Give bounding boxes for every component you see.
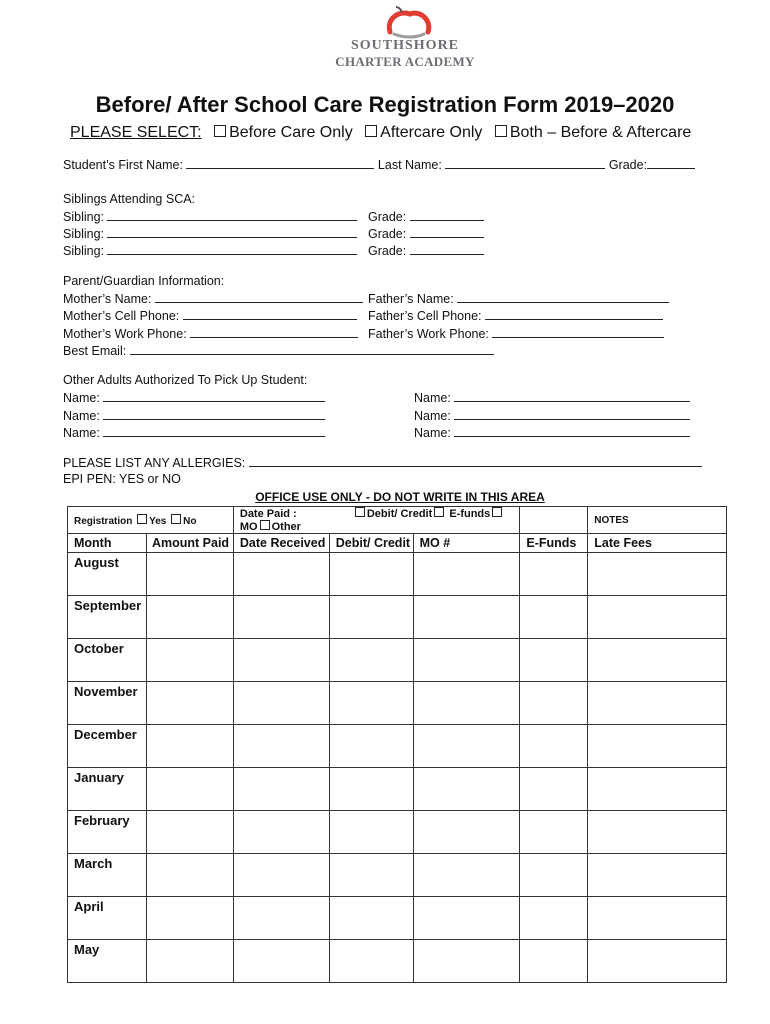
mo-cell[interactable] xyxy=(413,682,520,725)
office-use-title-text: OFFICE USE ONLY - DO NOT WRITE IN THIS AREA xyxy=(255,490,545,504)
fathers-work-field[interactable] xyxy=(492,326,664,338)
debit-cell[interactable] xyxy=(329,768,413,811)
adult-name-row xyxy=(414,408,690,423)
efunds-checkbox[interactable] xyxy=(434,507,444,517)
mothers-work-row xyxy=(63,326,358,341)
adult-name-row xyxy=(414,390,690,405)
table-row xyxy=(68,596,727,639)
table-row xyxy=(68,940,727,983)
registration-cell xyxy=(68,507,234,534)
debit-credit-checkbox[interactable] xyxy=(355,507,365,517)
month-cell: September xyxy=(68,596,147,639)
mo-cell[interactable] xyxy=(413,811,520,854)
late-fee-cell[interactable] xyxy=(588,682,727,725)
table-row xyxy=(68,811,727,854)
month-cell: January xyxy=(68,768,147,811)
amount-cell[interactable] xyxy=(146,553,233,596)
before-care-label: Before Care Only xyxy=(229,124,353,141)
header-month: Month xyxy=(68,534,147,553)
fathers-name-label: Father’s Name: xyxy=(368,292,454,306)
adult-name-field[interactable] xyxy=(454,408,690,420)
before-care-checkbox[interactable] xyxy=(214,125,226,137)
mo-checkbox[interactable] xyxy=(492,507,502,517)
sibling-grade-field[interactable] xyxy=(410,209,484,221)
date-cell[interactable] xyxy=(233,553,329,596)
sibling-grade-label: Grade: xyxy=(368,244,407,258)
header-efunds: E-Funds xyxy=(520,534,588,553)
efunds-cell[interactable] xyxy=(520,596,588,639)
date-cell[interactable] xyxy=(233,596,329,639)
adult-name-field[interactable] xyxy=(103,425,325,437)
table-row xyxy=(68,725,727,768)
late-fee-cell[interactable] xyxy=(588,768,727,811)
header-date-received: Date Received xyxy=(233,534,329,553)
debit-cell[interactable] xyxy=(329,682,413,725)
other-adults-heading: Other Adults Authorized To Pick Up Student: xyxy=(63,373,308,387)
mo-cell[interactable] xyxy=(413,768,520,811)
logo-line1: SOUTHSHORE xyxy=(350,38,460,53)
fathers-name-row xyxy=(368,291,669,306)
fathers-cell-field[interactable] xyxy=(485,308,663,320)
mothers-cell-field[interactable] xyxy=(183,308,357,320)
sibling-field[interactable] xyxy=(107,243,357,255)
allergies-row xyxy=(63,455,702,470)
adult-name-field[interactable] xyxy=(103,390,325,402)
allergies-field[interactable] xyxy=(249,455,702,467)
mothers-cell-row xyxy=(63,308,357,323)
fathers-cell-label: Father’s Cell Phone: xyxy=(368,309,482,323)
amount-cell[interactable] xyxy=(146,811,233,854)
header-amount-paid: Amount Paid xyxy=(146,534,233,553)
efunds-cell[interactable] xyxy=(520,811,588,854)
adult-name-row xyxy=(63,390,325,405)
first-name-label: Student’s First Name: xyxy=(63,158,183,172)
date-cell[interactable] xyxy=(233,854,329,897)
debit-credit-label: Debit/ Credit xyxy=(366,508,433,520)
late-fee-cell[interactable] xyxy=(588,854,727,897)
fathers-cell-row xyxy=(368,308,663,323)
debit-cell[interactable] xyxy=(329,854,413,897)
sibling-label: Sibling: xyxy=(63,227,104,241)
adult-name-row xyxy=(63,408,325,423)
sibling-label: Sibling: xyxy=(63,210,104,224)
month-cell: March xyxy=(68,854,147,897)
efunds-cell[interactable] xyxy=(520,725,588,768)
sibling-row xyxy=(63,243,357,258)
please-select-label: PLEASE SELECT: xyxy=(70,124,202,141)
aftercare-label: Aftercare Only xyxy=(380,124,483,141)
page-title: Before/ After School Care Registration Form 2019–2020 xyxy=(95,92,675,117)
amount-cell[interactable] xyxy=(146,940,233,983)
amount-cell[interactable] xyxy=(146,639,233,682)
logo-line2: CHARTER ACADEMY xyxy=(335,54,475,69)
month-cell: November xyxy=(68,682,147,725)
mothers-work-field[interactable] xyxy=(190,326,358,338)
yes-label: Yes xyxy=(149,515,167,527)
mothers-name-label: Mother’s Name: xyxy=(63,292,152,306)
efunds-cell[interactable] xyxy=(520,682,588,725)
mo-cell[interactable] xyxy=(413,596,520,639)
date-cell[interactable] xyxy=(233,682,329,725)
office-use-title xyxy=(0,490,770,504)
sibling-label: Sibling: xyxy=(63,244,104,258)
month-cell: May xyxy=(68,940,147,983)
debit-cell[interactable] xyxy=(329,725,413,768)
last-name-field[interactable] xyxy=(445,157,605,169)
efunds-cell[interactable] xyxy=(520,940,588,983)
adult-name-row xyxy=(414,425,690,440)
date-cell[interactable] xyxy=(233,940,329,983)
header-late-fees: Late Fees xyxy=(588,534,727,553)
month-cell: October xyxy=(68,639,147,682)
adult-name-field[interactable] xyxy=(454,425,690,437)
efunds-cell[interactable] xyxy=(520,897,588,940)
adult-name-label: Name: xyxy=(414,391,451,405)
efunds-cell[interactable] xyxy=(520,553,588,596)
late-fee-cell[interactable] xyxy=(588,596,727,639)
sibling-grade-row xyxy=(368,209,484,224)
mo-cell[interactable] xyxy=(413,854,520,897)
sibling-row xyxy=(63,226,357,241)
mo-cell[interactable] xyxy=(413,897,520,940)
late-fee-cell[interactable] xyxy=(588,897,727,940)
late-fee-cell[interactable] xyxy=(588,725,727,768)
table-row xyxy=(68,639,727,682)
best-email-row xyxy=(63,343,494,358)
fathers-work-label: Father’s Work Phone: xyxy=(368,327,489,341)
sibling-row xyxy=(63,209,357,224)
grade-label: Grade: xyxy=(608,158,648,172)
adult-name-label: Name: xyxy=(414,426,451,440)
best-email-field[interactable] xyxy=(130,343,494,355)
adult-name-row xyxy=(63,425,325,440)
first-name-field[interactable] xyxy=(186,157,374,169)
school-logo xyxy=(320,6,490,74)
registration-row xyxy=(68,507,727,534)
efunds-cell[interactable] xyxy=(520,768,588,811)
date-cell[interactable] xyxy=(233,639,329,682)
date-cell[interactable] xyxy=(233,811,329,854)
debit-cell[interactable] xyxy=(329,639,413,682)
date-cell[interactable] xyxy=(233,897,329,940)
both-label: Both – Before & Aftercare xyxy=(509,124,692,141)
amount-cell[interactable] xyxy=(146,725,233,768)
debit-cell[interactable] xyxy=(329,940,413,983)
late-fee-cell[interactable] xyxy=(588,811,727,854)
adult-name-field[interactable] xyxy=(454,390,690,402)
fathers-name-field[interactable] xyxy=(457,291,669,303)
table-row xyxy=(68,854,727,897)
date-paid-label: Date Paid : xyxy=(239,508,297,520)
epi-pen-text: EPI PEN: YES or NO xyxy=(63,472,181,486)
sibling-grade-label: Grade: xyxy=(368,210,407,224)
registration-no-checkbox[interactable] xyxy=(171,514,181,524)
siblings-heading: Siblings Attending SCA: xyxy=(63,192,196,206)
amount-cell[interactable] xyxy=(146,768,233,811)
mo-cell[interactable] xyxy=(413,940,520,983)
parent-heading: Parent/Guardian Information: xyxy=(63,274,225,288)
allergies-label: PLEASE LIST ANY ALLERGIES: xyxy=(63,456,246,470)
adult-name-label: Name: xyxy=(63,426,100,440)
adult-name-field[interactable] xyxy=(103,408,325,420)
adult-name-label: Name: xyxy=(414,409,451,423)
amount-cell[interactable] xyxy=(146,897,233,940)
month-cell: April xyxy=(68,897,147,940)
adult-name-label: Name: xyxy=(63,409,100,423)
amount-cell[interactable] xyxy=(146,682,233,725)
student-row xyxy=(63,157,695,172)
payment-method-cell xyxy=(233,507,519,534)
mothers-name-field[interactable] xyxy=(155,291,363,303)
grade-field[interactable] xyxy=(647,157,695,169)
mo-cell[interactable] xyxy=(413,639,520,682)
debit-cell[interactable] xyxy=(329,553,413,596)
mothers-work-label: Mother’s Work Phone: xyxy=(63,327,187,341)
sibling-grade-row xyxy=(368,226,484,241)
debit-cell[interactable] xyxy=(329,811,413,854)
late-fee-cell[interactable] xyxy=(588,639,727,682)
debit-cell[interactable] xyxy=(329,897,413,940)
payment-table xyxy=(67,506,727,983)
no-label: No xyxy=(183,515,197,527)
sibling-grade-label: Grade: xyxy=(368,227,407,241)
header-mo-number: MO # xyxy=(413,534,520,553)
aftercare-checkbox[interactable] xyxy=(365,125,377,137)
efunds-cell[interactable] xyxy=(520,639,588,682)
month-cell: December xyxy=(68,725,147,768)
care-type-select xyxy=(70,124,691,142)
month-cell: February xyxy=(68,811,147,854)
date-cell[interactable] xyxy=(233,768,329,811)
sibling-grade-field[interactable] xyxy=(410,243,484,255)
efunds-label: E-funds xyxy=(449,508,491,520)
amount-cell[interactable] xyxy=(146,596,233,639)
table-row xyxy=(68,682,727,725)
empty-cell xyxy=(520,507,588,534)
table-row xyxy=(68,897,727,940)
both-checkbox[interactable] xyxy=(495,125,507,137)
late-fee-cell[interactable] xyxy=(588,940,727,983)
adult-name-label: Name: xyxy=(63,391,100,405)
debit-cell[interactable] xyxy=(329,596,413,639)
other-checkbox[interactable] xyxy=(260,520,270,530)
other-label: Other xyxy=(271,521,301,533)
mo-cell[interactable] xyxy=(413,553,520,596)
mo-label: MO xyxy=(239,521,258,533)
last-name-label: Last Name: xyxy=(377,158,442,172)
registration-label: Registration xyxy=(74,515,133,527)
mo-cell[interactable] xyxy=(413,725,520,768)
sibling-grade-row xyxy=(368,243,484,258)
registration-yes-checkbox[interactable] xyxy=(137,514,147,524)
efunds-cell[interactable] xyxy=(520,854,588,897)
fathers-work-row xyxy=(368,326,664,341)
best-email-label: Best Email: xyxy=(63,344,127,358)
mothers-cell-label: Mother’s Cell Phone: xyxy=(63,309,180,323)
amount-cell[interactable] xyxy=(146,854,233,897)
sibling-field[interactable] xyxy=(107,209,357,221)
header-debit-credit: Debit/ Credit xyxy=(329,534,413,553)
table-row xyxy=(68,553,727,596)
month-cell: August xyxy=(68,553,147,596)
table-header-row xyxy=(68,534,727,553)
sibling-grade-field[interactable] xyxy=(410,226,484,238)
table-row xyxy=(68,768,727,811)
apple-logo-icon xyxy=(320,6,490,40)
date-cell[interactable] xyxy=(233,725,329,768)
sibling-field[interactable] xyxy=(107,226,357,238)
notes-cell: NOTES xyxy=(588,507,727,534)
mothers-name-row xyxy=(63,291,363,306)
late-fee-cell[interactable] xyxy=(588,553,727,596)
